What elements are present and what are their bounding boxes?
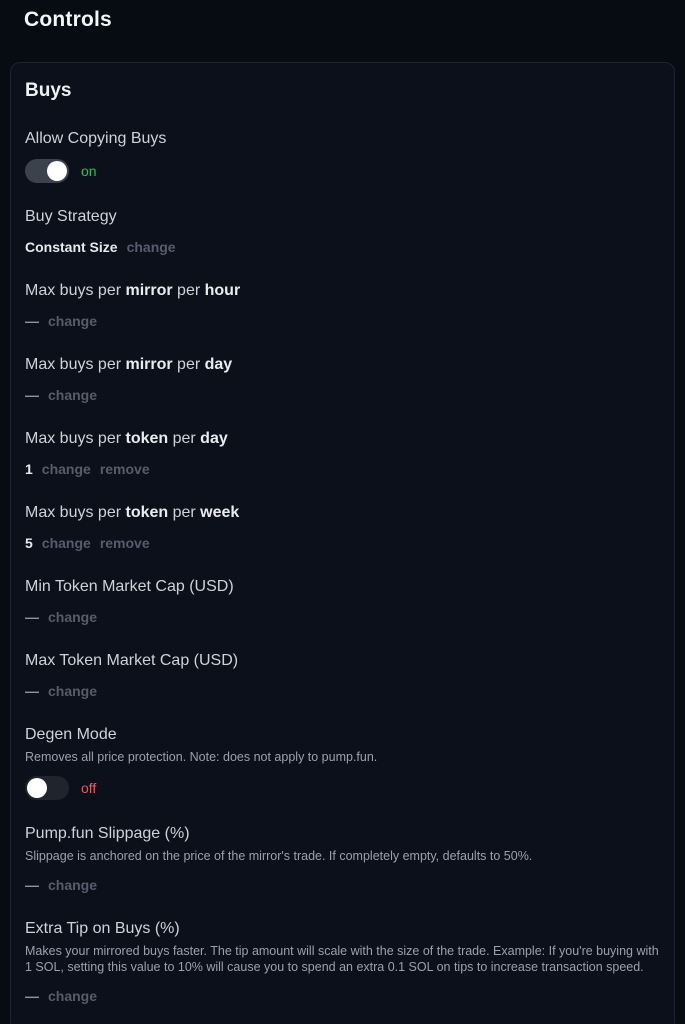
max-buys-per-mirror-per-hour-change-link[interactable]: change: [48, 313, 98, 329]
field-max-buys-per-mirror-per-day: [25, 354, 660, 405]
max-buys-per-mirror-per-day-value-row: [25, 385, 660, 405]
max-buys-per-token-per-day-label: [25, 428, 660, 450]
toggle-knob: [27, 778, 47, 798]
page-title: Controls: [24, 8, 112, 31]
field-min-token-market-cap-usd: [25, 576, 660, 627]
max-buys-per-token-per-day-value: 1: [25, 461, 33, 477]
label-part: per: [168, 504, 201, 521]
max-buys-per-token-per-day-change-link[interactable]: change: [41, 461, 91, 477]
field-extra-tip-on-buys: [25, 918, 660, 1006]
max-buys-per-token-per-day-value-row: [25, 459, 660, 479]
label-part: per: [168, 430, 201, 447]
label-part: Max buys per: [25, 356, 126, 373]
min-token-market-cap-usd-label: [25, 576, 660, 598]
degen-mode-label: [25, 724, 660, 746]
max-buys-per-mirror-per-hour-value-row: [25, 311, 660, 331]
degen-mode-description: Removes all price protection. Note: does not apply to pump.fun.: [25, 750, 378, 764]
label-part: day: [204, 356, 233, 373]
degen-mode-value-row: [25, 776, 660, 800]
label-part: week: [200, 504, 240, 521]
allow-copying-buys-value-row: [25, 159, 660, 183]
extra-tip-on-buys-value: —: [25, 988, 39, 1004]
label-part: mirror: [125, 282, 173, 299]
max-buys-per-token-per-week-label: [25, 502, 660, 524]
extra-tip-on-buys-value-row: [25, 986, 660, 1006]
field-degen-mode: [25, 724, 660, 800]
buys-section-card: [10, 62, 675, 1024]
label-part: day: [200, 430, 228, 447]
pumpfun-slippage-change-link[interactable]: change: [48, 877, 98, 893]
min-token-market-cap-usd-value: —: [25, 609, 39, 625]
allow-copying-buys-toggle[interactable]: [25, 159, 69, 183]
field-max-buys-per-token-per-day: [25, 428, 660, 479]
pumpfun-slippage-label: [25, 823, 660, 845]
label-part: Pump.fun Slippage (%): [25, 825, 190, 842]
fields-list: [25, 128, 660, 1006]
label-part: token: [125, 504, 169, 521]
pumpfun-slippage-value-row: [25, 875, 660, 895]
label-part: Max Token Market Cap (USD): [25, 652, 239, 669]
min-token-market-cap-usd-value-row: [25, 607, 660, 627]
min-token-market-cap-usd-change-link[interactable]: change: [48, 609, 98, 625]
label-part: Buy Strategy: [25, 208, 117, 225]
max-buys-per-mirror-per-day-value: —: [25, 387, 39, 403]
allow-copying-buys-label: [25, 128, 660, 150]
pumpfun-slippage-description: Slippage is anchored on the price of the mirror's trade. If completely empty, defaults to 50%.: [25, 849, 533, 863]
label-part: hour: [204, 282, 241, 299]
label-part: Max buys per: [25, 430, 126, 447]
max-buys-per-token-per-day-remove-link[interactable]: remove: [99, 461, 150, 477]
max-buys-per-token-per-week-change-link[interactable]: change: [41, 535, 91, 551]
max-token-market-cap-usd-value: —: [25, 683, 39, 699]
field-pumpfun-slippage: [25, 823, 660, 895]
buy-strategy-change-link[interactable]: change: [126, 239, 176, 255]
max-token-market-cap-usd-change-link[interactable]: change: [48, 683, 98, 699]
buy-strategy-value-row: [25, 237, 660, 257]
extra-tip-on-buys-label: [25, 918, 660, 940]
max-buys-per-token-per-week-value: 5: [25, 535, 33, 551]
label-part: Extra Tip on Buys (%): [25, 920, 180, 937]
pumpfun-slippage-value: —: [25, 877, 39, 893]
label-part: token: [125, 430, 169, 447]
extra-tip-on-buys-change-link[interactable]: change: [48, 988, 98, 1004]
field-buy-strategy: [25, 206, 660, 257]
max-buys-per-mirror-per-hour-value: —: [25, 313, 39, 329]
label-part: Max buys per: [25, 282, 126, 299]
label-part: Min Token Market Cap (USD): [25, 578, 234, 595]
label-part: per: [172, 282, 205, 299]
field-max-token-market-cap-usd: [25, 650, 660, 701]
field-allow-copying-buys: [25, 128, 660, 183]
label-part: Allow Copying Buys: [25, 130, 167, 147]
degen-mode-state-label: off: [81, 780, 97, 796]
max-buys-per-mirror-per-day-change-link[interactable]: change: [48, 387, 98, 403]
label-part: mirror: [125, 356, 173, 373]
extra-tip-on-buys-description: Makes your mirrored buys faster. The tip amount will scale with the size of the trade. Example: If you're buying with 1 SOL, setting this value to 10% will cause you to spend an extra 0.1 SOL on tips to increase transaction speed.: [25, 944, 659, 974]
max-buys-per-mirror-per-hour-label: [25, 280, 660, 302]
field-max-buys-per-token-per-week: [25, 502, 660, 553]
label-part: per: [172, 356, 205, 373]
allow-copying-buys-state-label: on: [81, 163, 97, 179]
max-token-market-cap-usd-value-row: [25, 681, 660, 701]
buy-strategy-label: [25, 206, 660, 228]
section-title: Buys: [25, 80, 72, 101]
max-buys-per-token-per-week-remove-link[interactable]: remove: [99, 535, 150, 551]
max-buys-per-token-per-week-value-row: [25, 533, 660, 553]
label-part: Max buys per: [25, 504, 126, 521]
degen-mode-toggle[interactable]: [25, 776, 69, 800]
max-token-market-cap-usd-label: [25, 650, 660, 672]
field-max-buys-per-mirror-per-hour: [25, 280, 660, 331]
toggle-knob: [47, 161, 67, 181]
label-part: Degen Mode: [25, 726, 117, 743]
max-buys-per-mirror-per-day-label: [25, 354, 660, 376]
buy-strategy-value: Constant Size: [25, 239, 118, 255]
